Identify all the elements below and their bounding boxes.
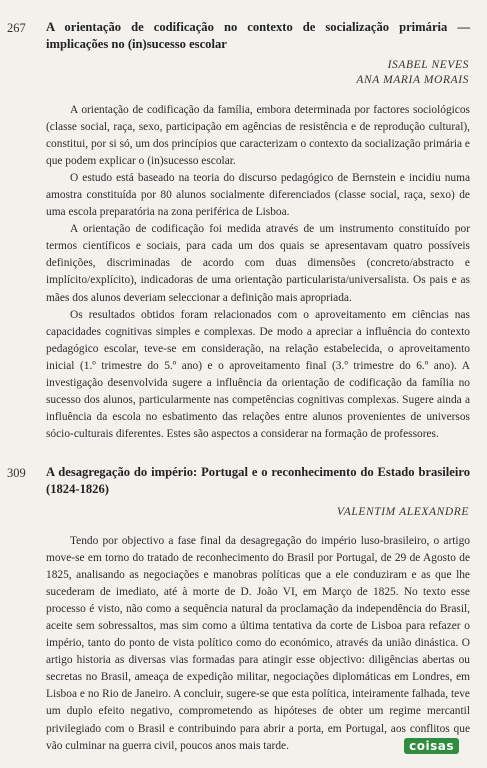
author-name: ANA MARIA MORAIS: [356, 74, 469, 86]
paragraph: O estudo está baseado na teoria do discurso pedagógico de Bernstein e incidiu numa amostra constituída por 80 alunos socialmente diferenciados (classe social, raça, sexo) de uma escola preparatória na zona periférica de Lisboa.: [46, 172, 470, 219]
entry-title: A orientação de codificação no contexto de socialização primária — implicações no (in)sucesso escolar: [46, 20, 470, 51]
entry-number: 267: [7, 21, 26, 35]
abstract-body: [46, 102, 470, 443]
paragraph: Tendo por objectivo a fase final da desagregação do império luso-brasileiro, o artigo move-se em torno do tratado de reconhecimento do Brasil por Portugal, de 29 de Agosto de 1825, analisando as negociações e manobras políticas que a ele conduziram e as que lhe sucederam de imediato, até à morte de D. João VI, em Março de 1825. No texto esse processo é visto, não como a sequência natural da proclamação da independência do Brasil, aceite sem sobressaltos, mas sim como a última tentativa da corte de Lisboa para refazer o império, tanto do ponto de vista político como do económico, através da união dinástica. O artigo historia as diversas vias formadas para atingir esse objectivo: diligências abertas ou secretas no Brasil, ameaça de expedição militar, negociações diplomáticas em Londres, em Lisboa e no Rio de Janeiro. A concluir, sugere-se que esta política, inteiramente falhada, teve um duplo efeito negativo, comprometendo as hipóteses de obter um regime mercantil privilegiado com o Brasil e contribuindo para abrir a porta, em Portugal, aos conflitos que vão culminar na guerra civil, poucos anos mais tarde.: [46, 535, 470, 752]
author-name: ISABEL NEVES: [387, 59, 469, 71]
author-name: VALENTIM ALEXANDRE: [336, 506, 469, 518]
paragraph: A orientação de codificação da família, embora determinada por factores sociológicos (classe social, raça, sexo, participação em agências de resistência e de reprodução cultural), constitui, por si só, um dos princípios que caracterizam o contexto da socialização primária e que podem explicar o (in)sucesso escolar.: [46, 104, 470, 168]
paragraph: A orientação de codificação foi medida através de um instrumento constituído por termos científicos e sociais, para cada um dos quais se apresentavam quatro possíveis definições, discriminadas de acordo com duas dimensões (concreto/abstracto e implícito/explícito), indicadoras de uma orientação particularista/universalista. Os pais e as mães dos alunos deveriam seleccionar a definição mais apropriada.: [46, 223, 470, 304]
paragraph: Os resultados obtidos foram relacionados com o aproveitamento em ciências nas capacidades cognitivas simples e complexas. De modo a apreciar a influência do contexto pedagógico escolar, teve-se em consideração, na relação estabelecida, o aproveitamento inicial (1.º trimestre do 5.º ano) e o aproveitamento final (3.º trimestre do 6.º ano). A investigação desenvolvida sugere a influência da orientação de codificação da família no sucesso dos alunos, particularmente nas competências cognitivas complexas. Sugere ainda a influência da escola no esbatimento das relações entre alunos provenientes de universos sócio-culturais diferentes. Estes são aspectos a considerar na formação de professores.: [46, 308, 470, 440]
entry-title: A desagregação do império: Portugal e o reconhecimento do Estado brasileiro (1824-1826): [46, 465, 470, 496]
watermark-logo: coisas: [404, 738, 459, 754]
entry-number: 309: [7, 466, 26, 480]
abstract-body: [46, 533, 470, 755]
